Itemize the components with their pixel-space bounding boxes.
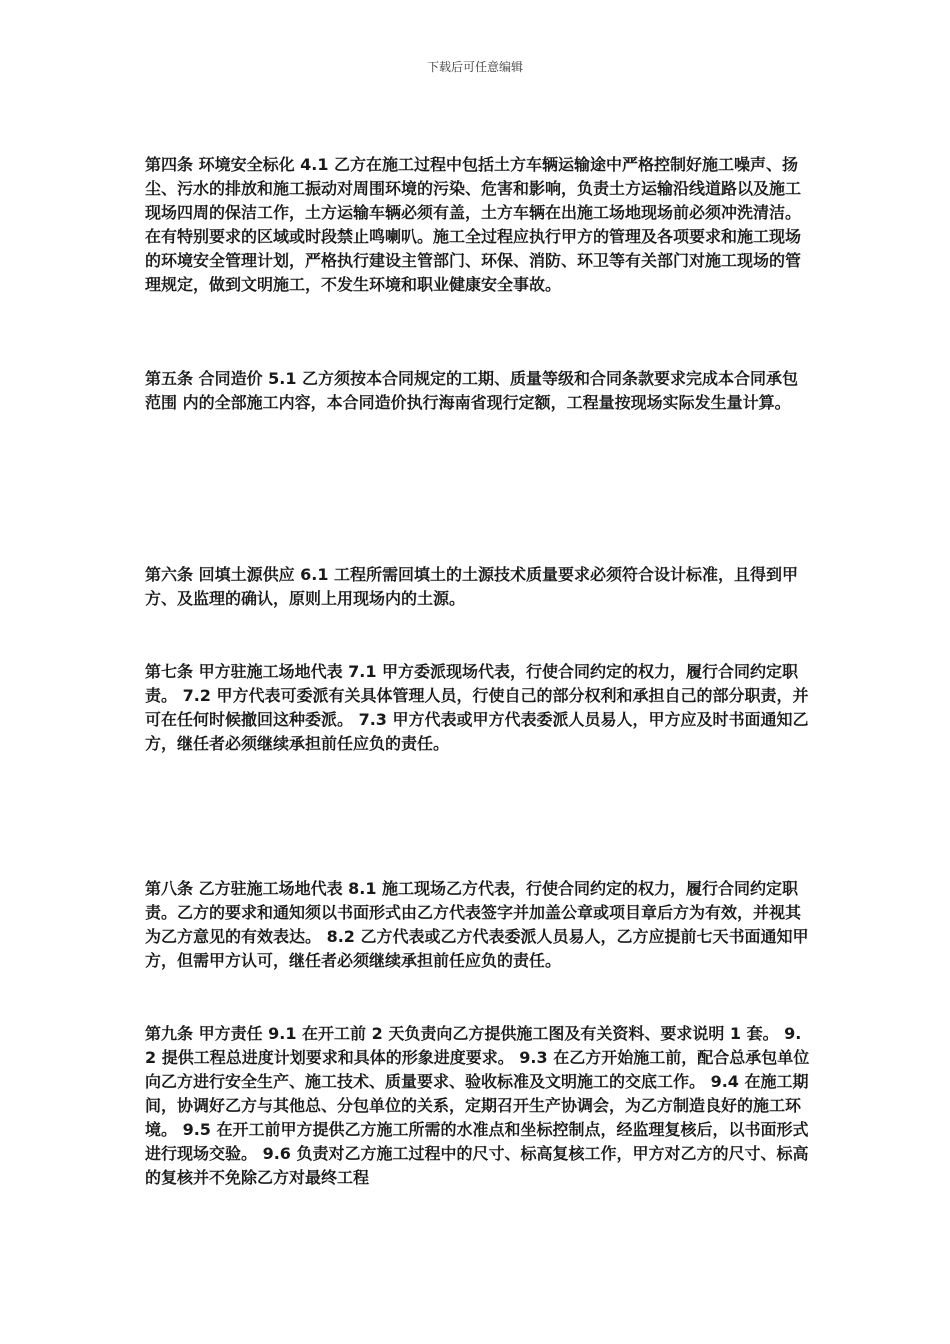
article-9-paragraph: 第九条 甲方责任 9.1 在开工前 2 天负责向乙方提供施工图及有关资料、要求说明 1 套。 9.2 提供工程总进度计划要求和具体的形象进度要求。 9.3 在乙方开始施工前，配合总承包单位向乙方进行安全生产、施工技术、质量要求、验收标准及文明施工的交底工作。 9.4 在施工期间，协调好乙方与其他总、分包单位的关系，定期召开生产协调会，为乙方制造良好的施工环境。 9.5 在开工前甲方提供乙方施工所需的水准点和坐标控制点，经监理复核后，以书面形式进行现场交验。 9.6 负责对乙方施工过程中的尺寸、标高复核工作，甲方对乙方的尺寸、标高的复核并不免除乙方对最终工程 (145, 1024, 810, 1187)
article-6-paragraph: 第六条 回填土源供应 6.1 工程所需回填土的土源技术质量要求必须符合设计标准，且得到甲方、及监理的确认，原则上用现场内的土源。 (145, 565, 799, 608)
article-8-paragraph: 第八条 乙方驻施工场地代表 8.1 施工现场乙方代表，行使合同约定的权力，履行合同约定职责。乙方的要求和通知须以书面形式由乙方代表签字并加盖公章或项目章后方为有效，并视其为乙方意见的有效表达。 8.2 乙方代表或乙方代表委派人员易人，乙方应提前七天书面通知甲方，但需甲方认可，继任者必须继续承担前任应负的责任。 (145, 879, 809, 970)
article-5-paragraph: 第五条 合同造价 5.1 乙方须按本合同规定的工期、质量等级和合同条款要求完成本合同承包范围 内的全部施工内容，本合同造价执行海南省现行定额，工程量按现场实际发生量计算。 (145, 369, 799, 412)
page-header-note: 下载后可任意编辑 (426, 60, 523, 74)
article-7-paragraph: 第七条 甲方驻施工场地代表 7.1 甲方委派现场代表，行使合同约定的权力，履行合同约定职责。 7.2 甲方代表可委派有关具体管理人员，行使自己的部分权利和承担自己的部分职责，并可在任何时候撤回这种委派。 7.3 甲方代表或甲方代表委派人员易人，甲方应及时书面通知乙方，继任者必须继续承担前任应负的责任。 (145, 662, 809, 753)
article-4-paragraph: 第四条 环境安全标化 4.1 乙方在施工过程中包括土方车辆运输途中严格控制好施工噪声、扬尘、污水的排放和施工振动对周围环境的污染、危害和影响，负责土方运输沿线道路以及施工现场四周的保洁工作，土方运输车辆必须有盖，土方车辆在出施工场地现场前必须冲洗清洁。在有特别要求的区域或时段禁止鸣喇叭。施工全过程应执行甲方的管理及各项要求和施工现场的环境安全管理计划，严格执行建设主管部门、环保、消防、环卫等有关部门对施工现场的管理规定，做到文明施工，不发生环境和职业健康安全事故。 (145, 155, 802, 294)
